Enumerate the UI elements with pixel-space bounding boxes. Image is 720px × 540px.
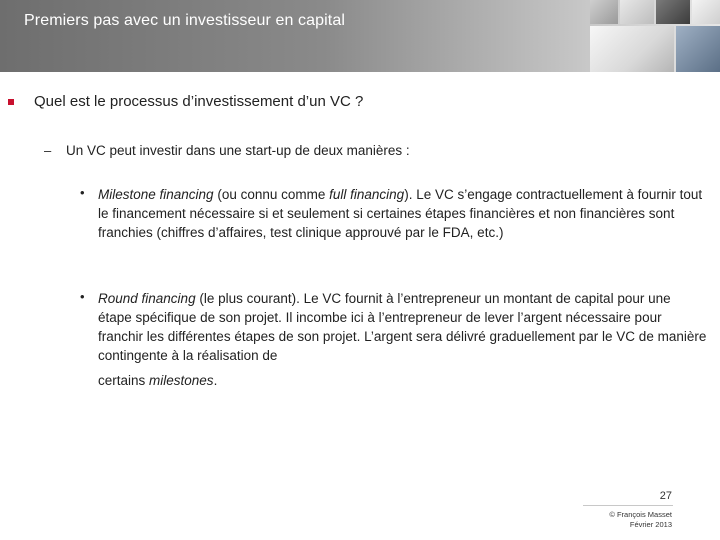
photo-tile-1: [590, 0, 618, 24]
slide-title: Premiers pas avec un investisseur en capital: [24, 12, 345, 29]
text: (ou connu comme: [213, 187, 330, 202]
bullet-level1: Quel est le processus d’investissement d’un VC ?: [34, 93, 364, 110]
text: certains: [98, 373, 150, 388]
header-bar: [0, 0, 720, 72]
photo-tile-5: [590, 26, 674, 72]
dash-bullet-icon: –: [44, 143, 52, 158]
footer-divider: [583, 505, 673, 506]
term-milestones: milestones: [149, 373, 214, 388]
text: ). Le VC s’engage contractuellement à fournir tout le financement nécessaire si et seulement si certaines étapes financières et non financières sont franchies (chiffres d’affaires, test clinique approuvé par le FDA, etc.): [98, 187, 703, 240]
header-photo-collage: [590, 0, 720, 72]
bullet-milestone-financing: [98, 185, 708, 242]
term-milestone-financing: Milestone financing: [98, 187, 214, 202]
text: .: [213, 373, 218, 388]
bullet-round-financing: [98, 289, 708, 365]
photo-tile-6: [676, 26, 720, 72]
bullet-level2: Un VC peut investir dans une start-up de deux manières :: [66, 143, 410, 158]
photo-tile-2: [620, 0, 654, 24]
text: (le plus courant). Le VC fournit à l’entrepreneur un montant de capital pour une étape spécifique de son projet. Il incombe ici à l’entrepreneur de lever l’argent nécessaire pour franchir les différentes étapes de son projet. L’argent sera délivré graduellement par le VC de manière contingente à la réalisation de: [98, 291, 707, 363]
page-number: 27: [659, 490, 672, 502]
copyright: © François Masset: [609, 510, 672, 519]
photo-tile-4: [692, 0, 720, 24]
square-bullet-icon: [8, 99, 14, 105]
footer-date: Février 2013: [629, 520, 672, 529]
dot-bullet-icon: •: [80, 289, 85, 304]
term-full-financing: full financing: [329, 187, 405, 202]
bullet-round-financing-end: [98, 373, 217, 388]
dot-bullet-icon: •: [80, 185, 85, 200]
term-round-financing: Round financing: [98, 291, 196, 306]
photo-tile-3: [656, 0, 690, 24]
